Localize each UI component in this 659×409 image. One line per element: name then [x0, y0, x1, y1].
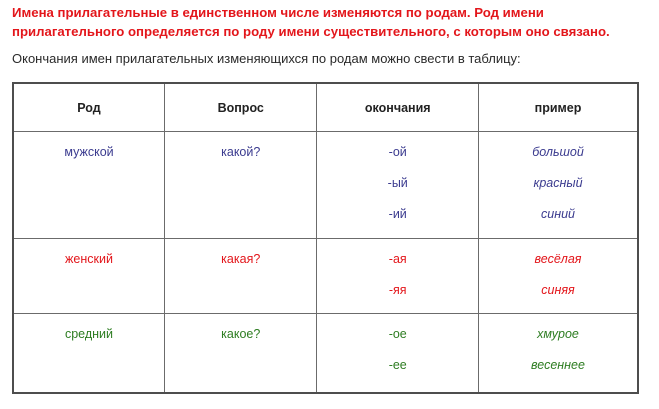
ending-item: -ое [388, 327, 407, 341]
question-cell [165, 314, 317, 394]
gender-cell [13, 314, 165, 394]
example-item: хмурое [537, 327, 579, 341]
table-row [13, 239, 638, 314]
table-row [13, 314, 638, 394]
ending-item: -ий [388, 207, 407, 221]
endings-cell [317, 239, 479, 314]
example-item: красный [533, 176, 583, 190]
table-row [13, 132, 638, 239]
header-example: пример [479, 83, 639, 132]
examples-cell [479, 314, 639, 394]
header-question: Вопрос [165, 83, 317, 132]
header-gender: Род [13, 83, 165, 132]
ending-item: -ой [388, 145, 407, 159]
question-cell [165, 132, 317, 239]
question-label: какое? [221, 327, 261, 341]
ending-item: -ая [388, 252, 407, 266]
example-item: синий [541, 207, 575, 221]
gender-label: женский [65, 252, 113, 266]
example-item: синяя [541, 283, 575, 297]
question-cell [165, 239, 317, 314]
ending-item: -яя [388, 283, 407, 297]
endings-cell [317, 132, 479, 239]
examples-cell [479, 132, 639, 239]
example-item: весеннее [531, 358, 585, 372]
example-item: весёлая [534, 252, 582, 266]
gender-cell [13, 239, 165, 314]
gender-label: средний [64, 327, 114, 341]
endings-cell [317, 314, 479, 394]
headline: Имена прилагательные в единственном числе изменяются по родам. Род имени прилагательного определяется по роду имени существительного, с которым оно связано. [12, 5, 610, 39]
ending-item: -ее [388, 358, 407, 372]
ending-item: -ый [387, 176, 408, 190]
endings-table [12, 82, 639, 394]
question-label: какой? [221, 145, 261, 159]
question-label: какая? [221, 252, 261, 266]
gender-cell [13, 132, 165, 239]
intro-text: Окончания имен прилагательных изменяющихся по родам можно свести в таблицу: [12, 51, 521, 66]
gender-label: мужской [64, 145, 114, 159]
header-endings: окончания [317, 83, 479, 132]
examples-cell [479, 239, 639, 314]
example-item: большой [532, 145, 584, 159]
table-header-row [13, 83, 638, 132]
